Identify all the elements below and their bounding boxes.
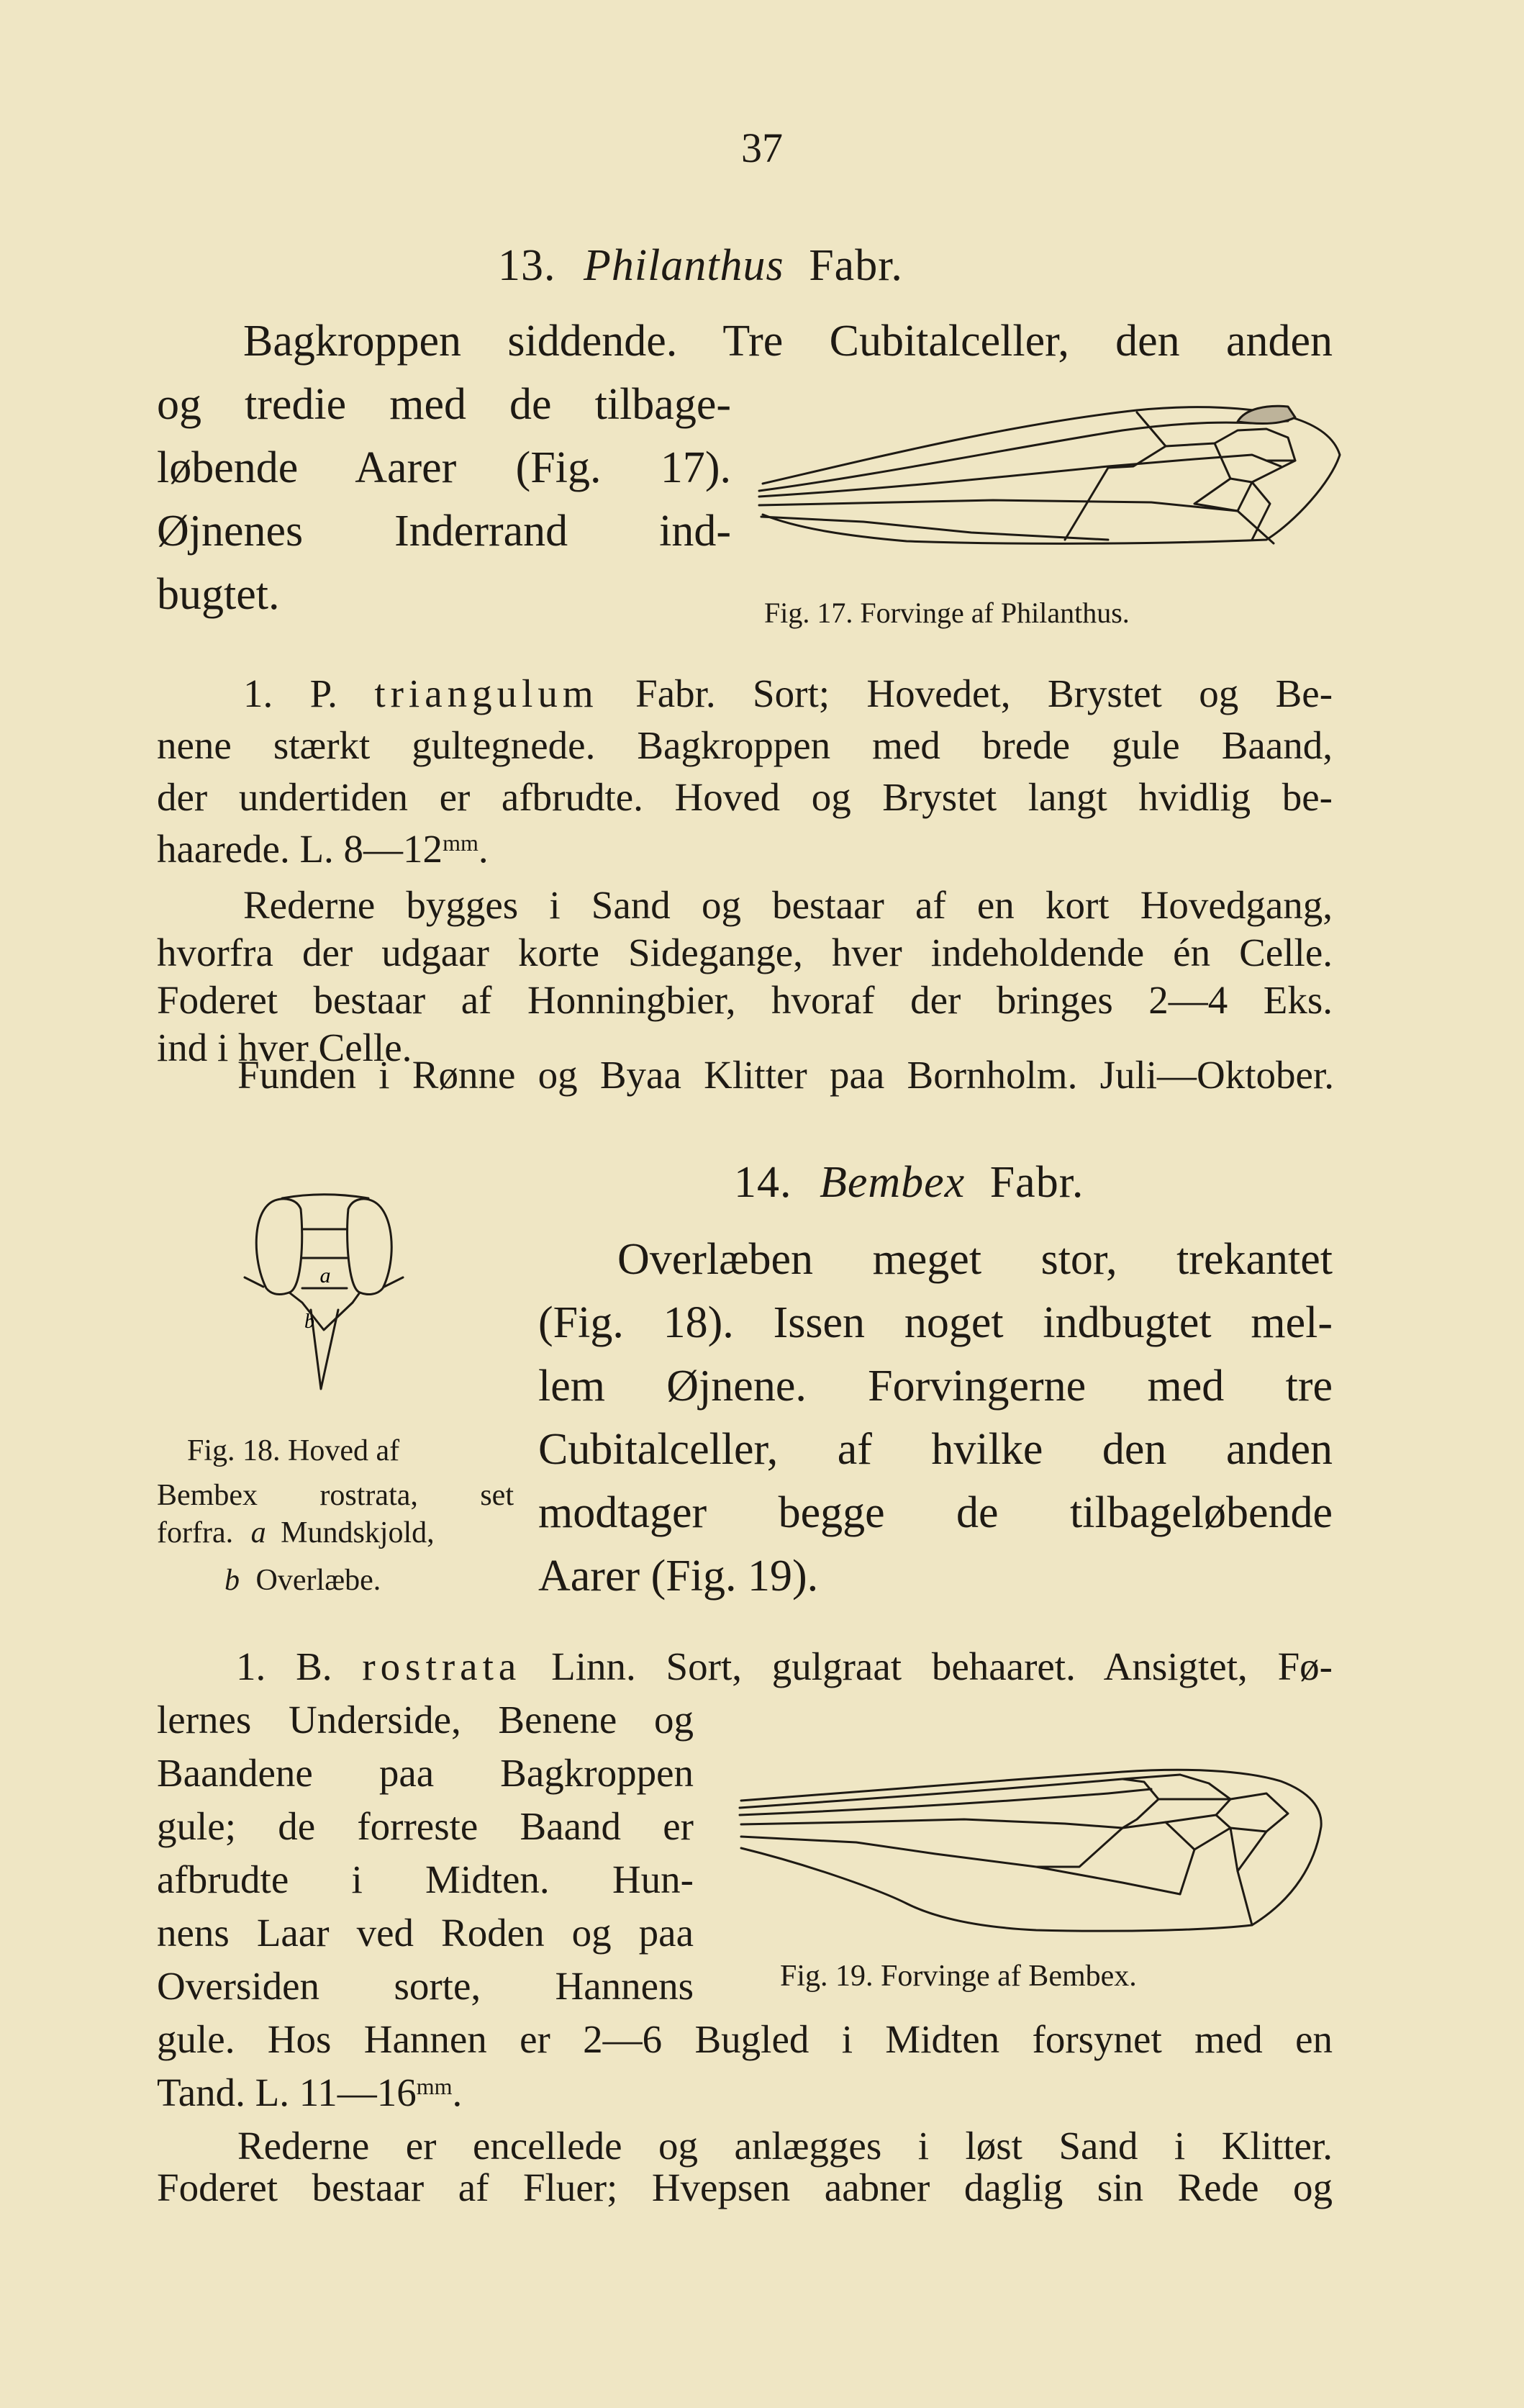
description-line: afbrudte i Midten. Hun- bbox=[157, 1857, 694, 1901]
species-number: 1. P. bbox=[243, 671, 337, 715]
description-line: Baandene paa Bagkroppen bbox=[157, 1751, 694, 1795]
figure-18-caption-line bbox=[157, 1514, 435, 1552]
genus-author: Fabr. bbox=[809, 241, 903, 290]
section-heading-philanthus bbox=[498, 240, 903, 291]
intro-line: Bagkroppen siddende. Tre Cubitalceller, den anden bbox=[243, 317, 1333, 366]
species-line bbox=[243, 669, 1333, 718]
nest-line: ind i hver Celle. bbox=[157, 1026, 412, 1069]
species-text: Fabr. Sort; Hovedet, Brystet og Be- bbox=[635, 671, 1333, 715]
nest-line: hvorfra der udgaar korte Sidegange, hver indeholdende én Celle. bbox=[157, 931, 1333, 974]
species-number: 1. B. bbox=[236, 1644, 332, 1688]
size-text: Tand. L. 11—16 bbox=[157, 2070, 417, 2114]
figure-19-caption: Fig. 19. Forvinge af Bembex. bbox=[780, 1960, 1137, 1993]
nest-line: Rederne er encellede og anlægges i løst Sand i Klitter. bbox=[237, 2124, 1333, 2168]
figure-label-a: a bbox=[319, 1264, 331, 1287]
figure-18-caption-line: Fig. 18. Hoved af bbox=[187, 1434, 400, 1467]
bembex-wing-figure bbox=[720, 1742, 1338, 1950]
caption-text: forfra. bbox=[157, 1516, 234, 1549]
description-line: gule. Hos Hannen er 2—6 Bugled i Midten forsynet med en bbox=[157, 2017, 1333, 2061]
species-name: rostrata bbox=[362, 1644, 522, 1688]
size-text: haarede. L. 8—12 bbox=[157, 827, 443, 871]
intro-line: Aarer (Fig. 19). bbox=[538, 1552, 819, 1601]
nest-line: Foderet bestaar af Honningbier, hvoraf der bringes 2—4 Eks. bbox=[157, 978, 1333, 1022]
species-name: triangulum bbox=[374, 671, 599, 715]
description-line: gule; de forreste Baand er bbox=[157, 1804, 694, 1848]
figure-17-caption: Fig. 17. Forvinge af Philanthus. bbox=[764, 597, 1130, 629]
intro-line: Cubitalceller, af hvilke den anden bbox=[538, 1425, 1333, 1474]
caption-text: Mundskjold, bbox=[281, 1516, 435, 1549]
size-line: haarede. L. $8—12^{mm}$. bbox=[157, 827, 489, 871]
philanthus-wing-figure bbox=[734, 389, 1353, 576]
genus-name: Philanthus bbox=[584, 241, 784, 290]
section-number: 13. bbox=[498, 241, 556, 290]
intro-line: Overlæben meget stor, trekantet bbox=[617, 1235, 1333, 1284]
size-unit: mm bbox=[416, 2073, 453, 2099]
intro-line: (Fig. 18). Issen noget indbugtet mel- bbox=[538, 1298, 1333, 1347]
intro-line: Øjnenes Inderrand ind- bbox=[157, 507, 731, 556]
size-unit: mm bbox=[443, 830, 478, 856]
section-number: 14. bbox=[734, 1158, 792, 1207]
figure-label-b: b bbox=[304, 1311, 314, 1333]
nest-line: Rederne bygges i Sand og bestaar af en kort Hovedgang, bbox=[243, 883, 1333, 927]
section-heading-bembex bbox=[734, 1157, 1084, 1208]
description-line: nens Laar ved Roden og paa bbox=[157, 1911, 694, 1955]
nest-line: Foderet bestaar af Fluer; Hvepsen aabner daglig sin Rede og bbox=[157, 2165, 1333, 2209]
caption-label-a: a bbox=[250, 1516, 266, 1549]
caption-label-b: b bbox=[224, 1564, 240, 1597]
caption-text: Overlæbe. bbox=[255, 1564, 381, 1597]
intro-line: løbende Aarer (Fig. 17). bbox=[157, 443, 731, 492]
locality-line: Funden i Rønne og Byaa Klitter paa Bornholm. Juli—Oktober. bbox=[237, 1053, 1334, 1097]
intro-line: bugtet. bbox=[157, 570, 280, 619]
description-line: Oversiden sorte, Hannens bbox=[157, 1964, 694, 2008]
bembex-head-figure bbox=[230, 1180, 446, 1411]
description-line: der undertiden er afbrudte. Hoved og Brystet langt hvidlig be- bbox=[157, 775, 1333, 819]
species-text: Linn. Sort, gulgraat behaaret. Ansigtet, Fø- bbox=[551, 1644, 1333, 1688]
page-number: 37 bbox=[741, 125, 783, 171]
intro-line: modtager begge de tilbageløbende bbox=[538, 1488, 1333, 1537]
description-line: nene stærkt gultegnede. Bagkroppen med brede gule Baand, bbox=[157, 723, 1333, 767]
genus-name: Bembex bbox=[820, 1158, 966, 1207]
genus-author: Fabr. bbox=[989, 1158, 1084, 1207]
intro-line: og tredie med de tilbage- bbox=[157, 380, 731, 429]
size-line: Tand. L. $11—16^{mm}$. bbox=[157, 2070, 463, 2114]
figure-18-caption-line bbox=[224, 1562, 381, 1599]
species-line bbox=[236, 1642, 1333, 1691]
intro-line: lem Øjnene. Forvingerne med tre bbox=[538, 1362, 1333, 1411]
description-line: lernes Underside, Benene og bbox=[157, 1698, 694, 1742]
figure-18-caption-line: Bembex rostrata, set bbox=[157, 1479, 514, 1512]
